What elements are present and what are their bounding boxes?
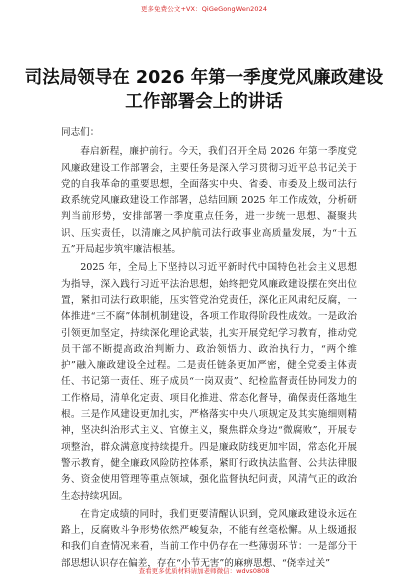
document-body [61, 125, 357, 574]
paragraph-1: 春启新程，廉护前行。今天，我们召开全局 2026 年第一季度党风廉政建设工作部署会，主要任务是深入学习贯彻习近平总书记关于党的自我革命的重要思想，全面落实中央、省委、市委及上级司法行政系统党风廉政建设工作部署，总结回顾 2025 年工作成效，分析研判当前形势，安排部署一季度重点任务，进一步统一思想、凝聚共识、压实责任，以清廉之风护航司法行政事业高质量发展，为“十五五”开局起步筑牢廉洁根基。 [61, 146, 357, 256]
paragraph-3: 在肯定成绩的同时，我们更要清醒认识到，党风廉政建设永远在路上，反腐败斗争形势依然严峻复杂，不能有丝毫松懈。从上级通报和我们自查情况来看，当前工作中仍存在一些薄弱环节：一是部分干部思想认识存在偏差，存在“小节无害”的麻痹思想、“侥幸过关” [61, 508, 357, 569]
bottom-promo-banner: 查看更多优质材料请加老师微信：wdvs0808 [138, 567, 270, 575]
salutation: 同志们： [61, 127, 100, 138]
document-title: 司法局领导在 2026 年第一季度党风廉政建设工作部署会上的讲话 [24, 68, 384, 112]
paragraph-2: 2025 年，全局上下坚持以习近平新时代中国特色社会主义思想为指导，深入践行习近平法治思想，始终把党风廉政建设摆在突出位置，紧扣司法行政职能，压实管党治党责任，深化正风肃纪反腐，一体推进“三不腐”体制机制建设，各项工作取得阶段性成效。一是政治引领更加坚定，持续深化理论武装，扎实开展党纪学习教育，推动党员干部不断提高政治判断力、政治领悟力、政治执行力，“两个维护”融入廉政建设全过程。二是责任链条更加严密，健全党委主体责任、书记第一责任、班子成员“一岗双责”、纪检监督责任协同发力的工作格局，清单化定责、项目化推进、常态化督导，确保责任落地生根。三是作风建设更加扎实，严格落实中央八项规定及其实施细则精神，坚决纠治形式主义、官僚主义，聚焦群众身边“微腐败”，开展专项整治，群众满意度持续提升。四是廉政防线更加牢固，常态化开展警示教育，健全廉政风险防控体系，紧盯行政执法监督、公共法律服务、资金使用管理等重点领域，强化监督执纪问责，风清气正的政治生态持续巩固。 [61, 262, 357, 502]
top-promo-banner: 更多免费公文+VX：QiGeGongWen2024 [140, 5, 268, 13]
